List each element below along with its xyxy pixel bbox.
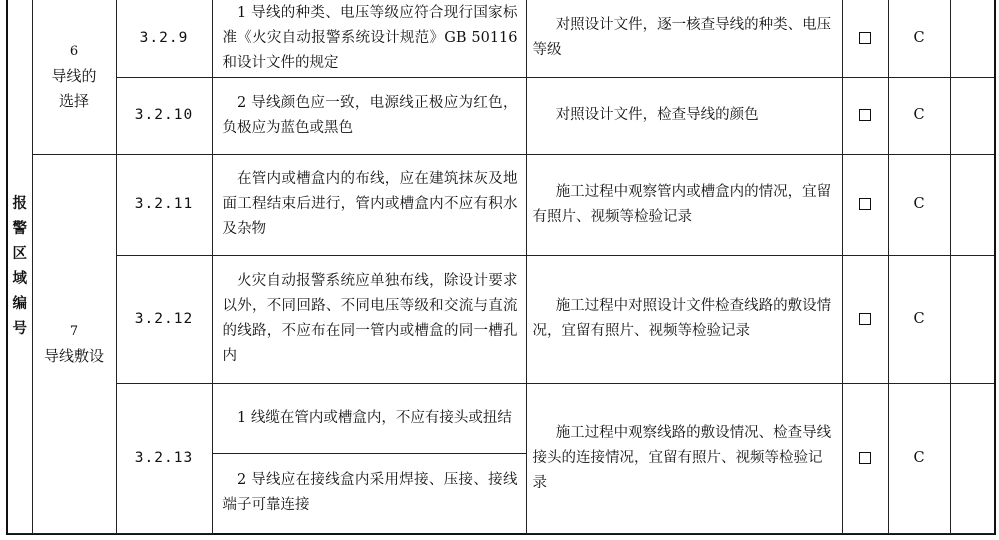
check-cell[interactable]	[842, 154, 888, 255]
blank-cell	[950, 0, 994, 77]
requirement-text: 2 导线颜色应一致，电源线正极应为红色，负极应为蓝色或黑色	[212, 77, 526, 154]
inspection-method: 对照设计文件，检查导线的颜色	[526, 77, 842, 154]
inspection-method: 施工过程中观察线路的敷设情况、检查导线接头的连接情况，宜留有照片、视频等检验记录	[526, 383, 842, 533]
inspection-method: 对照设计文件，逐一核查导线的种类、电压等级	[526, 0, 842, 77]
table-row	[8, 154, 994, 255]
clause-number: 3.2.11	[116, 154, 212, 255]
checkbox-icon[interactable]	[859, 452, 871, 464]
category-cell: C	[888, 154, 950, 255]
group-wire-laying: 7 导线敷设	[32, 154, 116, 533]
clause-number: 3.2.10	[116, 77, 212, 154]
clause-number: 3.2.12	[116, 255, 212, 383]
check-cell[interactable]	[842, 255, 888, 383]
group-wire-selection: 6 导线的 选择	[32, 0, 116, 154]
table-row	[8, 77, 994, 154]
checkbox-icon[interactable]	[859, 109, 871, 121]
requirement-text: 1 线缆在管内或槽盒内，不应有接头或扭结	[212, 383, 526, 453]
check-cell[interactable]	[842, 383, 888, 533]
table-row	[8, 255, 994, 383]
checkbox-icon[interactable]	[859, 313, 871, 325]
blank-cell	[950, 383, 994, 533]
inspection-table	[8, 0, 994, 534]
clause-number: 3.2.9	[116, 0, 212, 77]
requirement-text: 1 导线的种类、电压等级应符合现行国家标准《火灾自动报警系统设计规范》GB 50116 和设计文件的规定	[212, 0, 526, 77]
spec-table-frame	[6, 0, 996, 535]
check-cell[interactable]	[842, 77, 888, 154]
blank-cell	[950, 154, 994, 255]
table-row	[8, 0, 994, 77]
requirement-text: 火灾自动报警系统应单独布线，除设计要求以外，不同回路、不同电压等级和交流与直流的线路，不应布在同一管内或槽盒的同一槽孔内	[212, 255, 526, 383]
category-cell: C	[888, 383, 950, 533]
table-row	[8, 383, 994, 453]
checkbox-icon[interactable]	[859, 32, 871, 44]
inspection-method: 施工过程中观察管内或槽盒内的情况，宜留有照片、视频等检验记录	[526, 154, 842, 255]
requirement-text: 2 导线应在接线盒内采用焊接、压接、接线端子可靠连接	[212, 453, 526, 533]
checkbox-icon[interactable]	[859, 198, 871, 210]
check-cell[interactable]	[842, 0, 888, 77]
requirement-text: 在管内或槽盒内的布线，应在建筑抹灰及地面工程结束后进行，管内或槽盒内不应有积水及杂物	[212, 154, 526, 255]
category-cell: C	[888, 255, 950, 383]
category-cell: C	[888, 77, 950, 154]
clause-number: 3.2.13	[116, 383, 212, 533]
category-cell: C	[888, 0, 950, 77]
inspection-method: 施工过程中对照设计文件检查线路的敷设情况，宜留有照片、视频等检验记录	[526, 255, 842, 383]
region-number-label: 报 警 区 域 编 号	[8, 0, 32, 533]
blank-cell	[950, 77, 994, 154]
blank-cell	[950, 255, 994, 383]
